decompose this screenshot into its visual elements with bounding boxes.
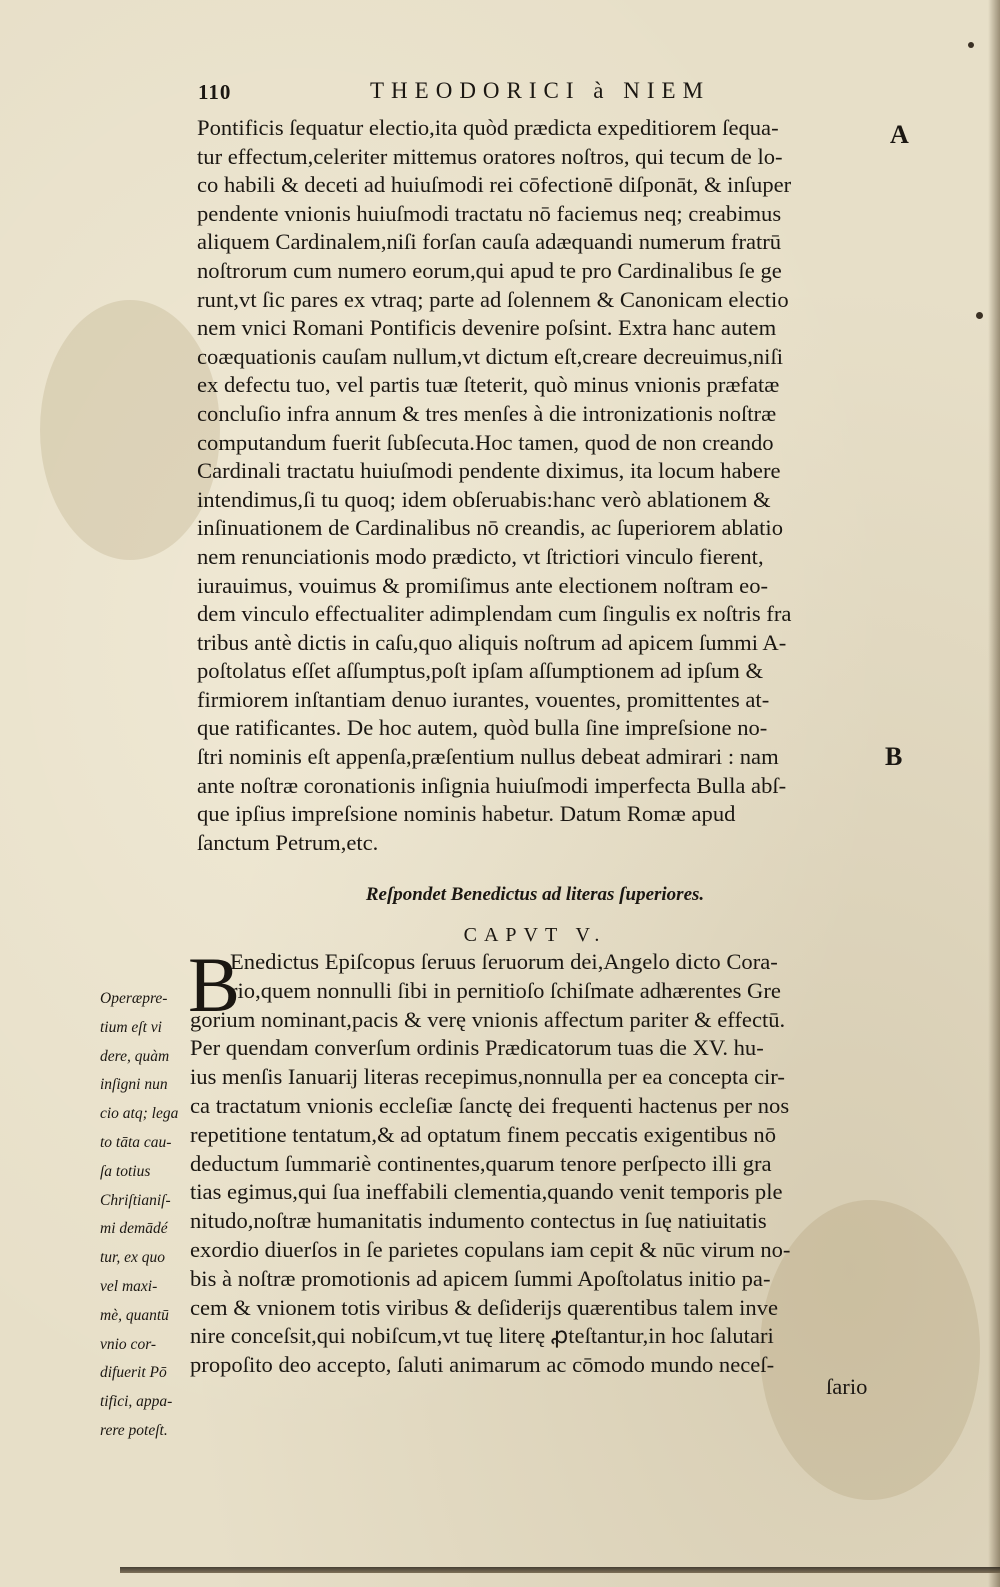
text-line: rio,quem nonnulli ſibi in pernitioſo ſchiſmate adhærentes Gre bbox=[230, 977, 781, 1003]
section-marker-a: A bbox=[890, 120, 909, 149]
marginal-note bbox=[100, 985, 196, 1446]
text-line: dem vinculo effectualiter adimplendam cum ſingulis ex noſtris fra bbox=[197, 601, 792, 627]
text-line: firmiorem inſtantiam denuo iurantes, vouentes, promittentes at- bbox=[197, 686, 770, 712]
marginal-note-line: rere poteſt. bbox=[100, 1421, 168, 1439]
text-line: tur effectum,celeriter mittemus oratores noſtros, qui tecum de lo- bbox=[197, 143, 783, 169]
text-line: concluſio infra annum & tres menſes à die intronizationis noſtræ bbox=[197, 400, 777, 426]
running-title: THEODORICI à NIEM bbox=[370, 78, 711, 103]
text-line: Enedictus Epiſcopus ſeruus ſeruorum dei,Angelo dicto Cora- bbox=[230, 949, 778, 974]
text-line: nem vnici Romani Pontificis devenire poſsint. Extra hanc autem bbox=[197, 315, 777, 341]
marginal-note-line: mi demādé bbox=[100, 1220, 168, 1238]
chapter-title: CAPVT V. bbox=[463, 924, 607, 946]
text-line: ante noſtræ coronationis inſignia huiuſmodi imperfecta Bulla abſ- bbox=[197, 772, 787, 798]
marginal-note-line: vnio cor- bbox=[100, 1335, 157, 1353]
marginal-note-line: tur, ex quo bbox=[100, 1249, 166, 1267]
text-line: repetitione tentatum,& ad optatum finem peccatis exigentibus nō bbox=[190, 1121, 777, 1147]
chapter-text bbox=[188, 941, 890, 1380]
text-line: aliquem Cardinalem,niſi forſan cauſa adæquandi numerum fratrū bbox=[197, 229, 782, 255]
text-line: Cardinali tractatu huiuſmodi pendente diximus, ita locum habere bbox=[197, 458, 781, 484]
catchword: ſario bbox=[826, 1374, 868, 1399]
paper-stain bbox=[40, 300, 220, 560]
text-line: ex defectu tuo, vel partis tuæ ſteterit, quò minus vnionis præfatæ bbox=[197, 372, 780, 398]
chapter-rubric: Reſpondet Benedictus ad literas ſuperiores. bbox=[365, 884, 705, 905]
marginal-note-line: Chriſtianiſ- bbox=[100, 1191, 171, 1209]
text-line: que ipſius impreſsione nominis habetur. Datum Romæ apud bbox=[197, 801, 736, 827]
text-line: ſanctum Petrum,etc. bbox=[197, 829, 379, 855]
text-line: nem renunciationis modo prædicto, vt ſtrictiori vinculo fierent, bbox=[197, 543, 764, 569]
text-line: co habili & deceti ad huiuſmodi rei cōfectionē diſponāt, & inſuper bbox=[197, 172, 792, 198]
marginal-note-line: difuerit Pō bbox=[100, 1364, 167, 1382]
folio-number: 110 bbox=[198, 80, 232, 104]
text-line: Pontificis ſequatur electio,ita quòd prædicta expeditiorem ſequa- bbox=[197, 115, 779, 140]
text-line: tribus antè dictis in caſu,quo aliquis noſtrum ad apicem ſummi A- bbox=[197, 629, 787, 655]
marginal-note-line: dere, quàm bbox=[100, 1047, 170, 1065]
text-line: nitudo,noſtræ humanitatis indumento contectus in ſuę natiuitatis bbox=[190, 1208, 767, 1234]
text-line: que ratificantes. De hoc autem, quòd bulla ſine impreſsione no- bbox=[197, 715, 768, 741]
marginal-note-line: tifici, appa- bbox=[100, 1393, 173, 1411]
text-line: Per quendam converſum ordinis Prædicatorum tuas die XV. hu- bbox=[190, 1035, 764, 1061]
text-line: noſtrorum cum numero eorum,qui apud te pro Cardinalibus ſe ge bbox=[197, 257, 782, 283]
marginal-note-line: Operæpre- bbox=[100, 990, 168, 1007]
page-bottom-edge bbox=[120, 1567, 1000, 1573]
marginal-note-line: mè, quantū bbox=[100, 1306, 169, 1324]
marginal-note-line: vel maxi- bbox=[100, 1277, 158, 1295]
text-line: coæquationis cauſam nullum,vt dictum eſt,creare decreuimus,niſi bbox=[197, 343, 784, 369]
text-line: intendimus,ſi tu quoq; idem obſeruabis:hanc verò ablationem & bbox=[197, 486, 771, 512]
text-line: cem & vnionem totis viribus & deſiderijs quærentibus talem inve bbox=[190, 1294, 778, 1320]
running-head bbox=[198, 78, 818, 108]
text-line: gorium nominant,pacis & verę vnionis affectum pariter & effectū. bbox=[190, 1006, 786, 1032]
page-edge-shadow bbox=[988, 0, 1000, 1587]
text-line: deductum ſummariè continentes,quarum tenore perſpecto illi gra bbox=[190, 1150, 772, 1176]
ink-speck bbox=[976, 312, 983, 319]
marginal-note-line: inſigni nun bbox=[100, 1076, 168, 1094]
text-line: poſtolatus eſſet aſſumptus,poſt ipſam aſſumptionem ad ipſum & bbox=[197, 658, 764, 684]
section-marker-b: B bbox=[885, 742, 903, 771]
text-line: propoſito deo accepto, ſaluti animarum ac cōmodo mundo neceſ- bbox=[190, 1352, 775, 1378]
text-line: nire conceſsit,qui nobiſcum,vt tuę literę ꝓteſtantur,in hoc ſalutari bbox=[190, 1323, 774, 1349]
text-line: iurauimus, vouimus & promiſimus ante electionem noſtram eo- bbox=[197, 572, 769, 598]
marginal-note-line: ſa totius bbox=[100, 1162, 151, 1180]
text-line: pendente vnionis huiuſmodi tractatu nō faciemus neq; creabimus bbox=[197, 200, 782, 226]
marginal-note-line: tium eſt vi bbox=[100, 1018, 162, 1036]
marginal-note-line: to tāta cau- bbox=[100, 1133, 172, 1151]
text-line: computandum fuerit ſubſecuta.Hoc tamen, quod de non creando bbox=[197, 429, 774, 455]
text-line: ſtri nominis eſt appenſa,præſentium nullus debeat admirari : nam bbox=[197, 744, 779, 770]
ink-speck bbox=[968, 42, 974, 48]
text-line: tias egimus,qui ſua ineffabili clementia,quando venit temporis ple bbox=[190, 1179, 783, 1205]
text-line: bis à noſtræ promotionis ad apicem ſummi Apoſtolatus initio pa- bbox=[190, 1265, 771, 1291]
body-text bbox=[197, 114, 887, 857]
marginal-note-line: cio atq; lega bbox=[100, 1105, 179, 1123]
text-line: ius menſis Ianuarij literas recepimus,nonnulla per ea concepta cir- bbox=[190, 1064, 785, 1090]
text-line: exordio diuerſos in ſe parietes copulans iam cepit & nūc virum no- bbox=[190, 1236, 791, 1262]
text-line: ca tractatum vnionis eccleſiæ ſanctę dei frequenti hactenus per nos bbox=[190, 1092, 790, 1118]
drop-cap: B bbox=[188, 941, 241, 1028]
text-line: runt,vt ſic pares ex vtraq; parte ad ſolennem & Canonicam electio bbox=[197, 286, 789, 312]
text-line: inſinuationem de Cardinalibus nō creandis, ac ſuperiorem ablatio bbox=[197, 515, 784, 541]
